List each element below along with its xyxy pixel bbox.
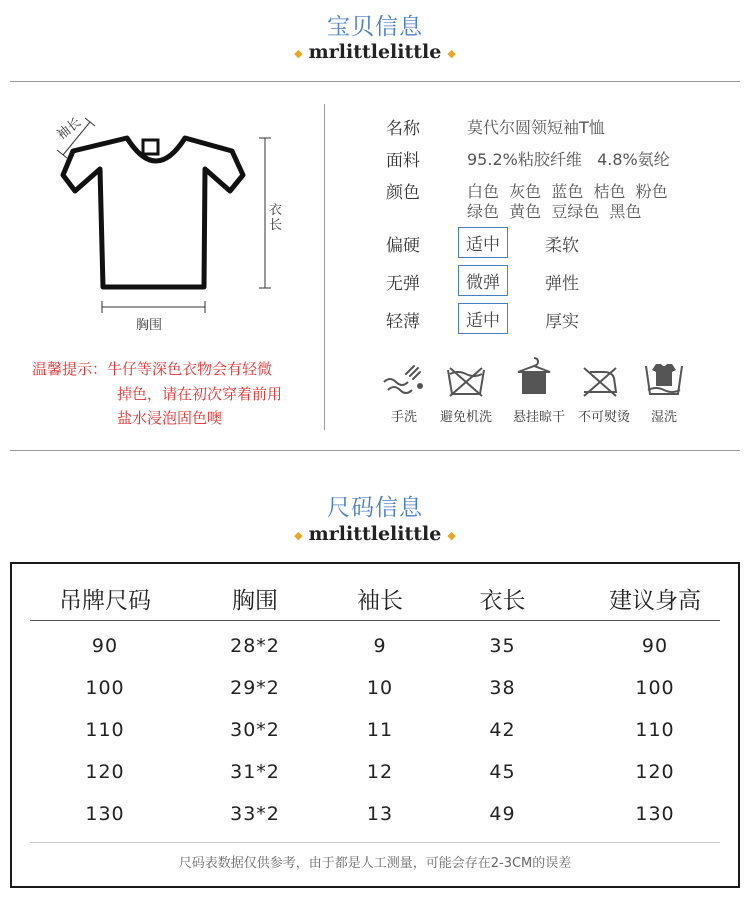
vertical-divider <box>324 104 325 430</box>
gold-diamond-icon: ◆ <box>447 528 456 542</box>
elasticity-label: 无弹 <box>386 274 420 294</box>
cell-length: 42 <box>489 719 516 741</box>
no-machine-wash-icon <box>442 360 490 400</box>
color-options-line2: 绿色 黄色 豆绿色 黑色 <box>467 202 642 221</box>
wet-wash-icon <box>640 358 688 398</box>
cell-length: 49 <box>489 803 516 825</box>
cell-chest: 33*2 <box>230 803 280 825</box>
cell-length: 45 <box>489 761 516 783</box>
header-tag-size: 吊牌尺码 <box>59 588 151 614</box>
fabric-label: 面料 <box>386 151 420 171</box>
tshirt-measure-diagram <box>45 100 285 335</box>
cell-height: 120 <box>635 761 675 783</box>
size-table-note: 尺码表数据仅供参考，由于都是人工测量，可能会存在2-3CM的误差 <box>178 856 572 871</box>
color-options-line1: 白色 灰色 蓝色 桔色 粉色 <box>467 182 668 201</box>
care-tip-line3: 盐水浸泡固色噢 <box>117 409 223 427</box>
cell-tag-size: 130 <box>85 803 125 825</box>
color-label: 颜色 <box>386 183 420 203</box>
stiffness-label: 偏硬 <box>386 236 420 256</box>
cell-sleeve: 10 <box>366 677 394 699</box>
table-footer-rule <box>30 842 720 843</box>
header-height: 建议身高 <box>609 588 701 614</box>
care-label-wet-wash: 湿洗 <box>650 410 677 425</box>
thickness-selected: 适中 <box>458 303 508 334</box>
care-label-hand-wash: 手洗 <box>390 410 417 425</box>
cell-tag-size: 100 <box>85 677 125 699</box>
care-label-no-machine-wash: 避免机洗 <box>439 410 492 425</box>
cell-sleeve: 11 <box>366 719 394 741</box>
hand-wash-icon <box>380 360 428 400</box>
divider <box>10 450 740 451</box>
product-info-title: 宝贝信息 <box>327 14 423 40</box>
care-label-no-iron: 不可熨烫 <box>577 410 630 425</box>
cell-chest: 30*2 <box>230 719 280 741</box>
elasticity-other: 弹性 <box>545 274 579 294</box>
no-iron-icon <box>576 360 624 400</box>
cell-tag-size: 120 <box>85 761 125 783</box>
cell-chest: 31*2 <box>230 761 280 783</box>
brand-name: mrlittlelittle <box>308 41 442 63</box>
collar-tag <box>143 140 158 154</box>
cell-height: 90 <box>641 635 669 657</box>
elasticity-selected: 微弹 <box>458 265 508 296</box>
sleeve-length-label: 袖长 <box>54 115 85 143</box>
tshirt-outline <box>63 138 243 287</box>
cell-length: 38 <box>489 677 516 699</box>
thickness-label: 轻薄 <box>386 312 420 332</box>
cell-length: 35 <box>489 635 516 657</box>
header-sleeve: 袖长 <box>357 588 403 614</box>
hang-dry-icon <box>510 356 558 396</box>
cell-chest: 28*2 <box>230 635 280 657</box>
gold-diamond-icon: ◆ <box>294 46 303 60</box>
chest-label: 胸围 <box>136 318 163 333</box>
cell-height: 100 <box>635 677 675 699</box>
stiffness-selected: 适中 <box>458 227 508 258</box>
divider <box>10 81 740 82</box>
header-chest: 胸围 <box>232 588 278 614</box>
fabric-value: 95.2%粘胶纤维 4.8%氨纶 <box>467 150 670 169</box>
body-length-label: 衣长 <box>269 203 283 233</box>
care-tip-line1: 温馨提示：牛仔等深色衣物会有轻微 <box>32 360 273 378</box>
cell-chest: 29*2 <box>230 677 280 699</box>
header-length: 衣长 <box>479 588 526 614</box>
thickness-other: 厚实 <box>545 312 579 332</box>
cell-height: 130 <box>635 803 675 825</box>
table-header-rule <box>30 620 720 621</box>
name-label: 名称 <box>386 119 420 139</box>
cell-tag-size: 110 <box>85 719 125 741</box>
brand-watermark <box>0 41 750 63</box>
name-value: 莫代尔圆领短袖T恤 <box>467 118 605 137</box>
gold-diamond-icon: ◆ <box>447 46 456 60</box>
care-tip-line2: 掉色，请在初次穿着前用 <box>117 385 283 403</box>
brand-watermark <box>0 523 750 545</box>
size-info-title: 尺码信息 <box>327 495 423 521</box>
stiffness-other: 柔软 <box>545 236 579 256</box>
gold-diamond-icon: ◆ <box>294 528 303 542</box>
cell-sleeve: 9 <box>373 635 387 657</box>
cell-tag-size: 90 <box>91 635 119 657</box>
care-label-hang-dry: 悬挂晾干 <box>512 410 565 425</box>
brand-name: mrlittlelittle <box>308 523 442 545</box>
cell-height: 110 <box>635 719 675 741</box>
cell-sleeve: 12 <box>366 761 394 783</box>
cell-sleeve: 13 <box>366 803 394 825</box>
